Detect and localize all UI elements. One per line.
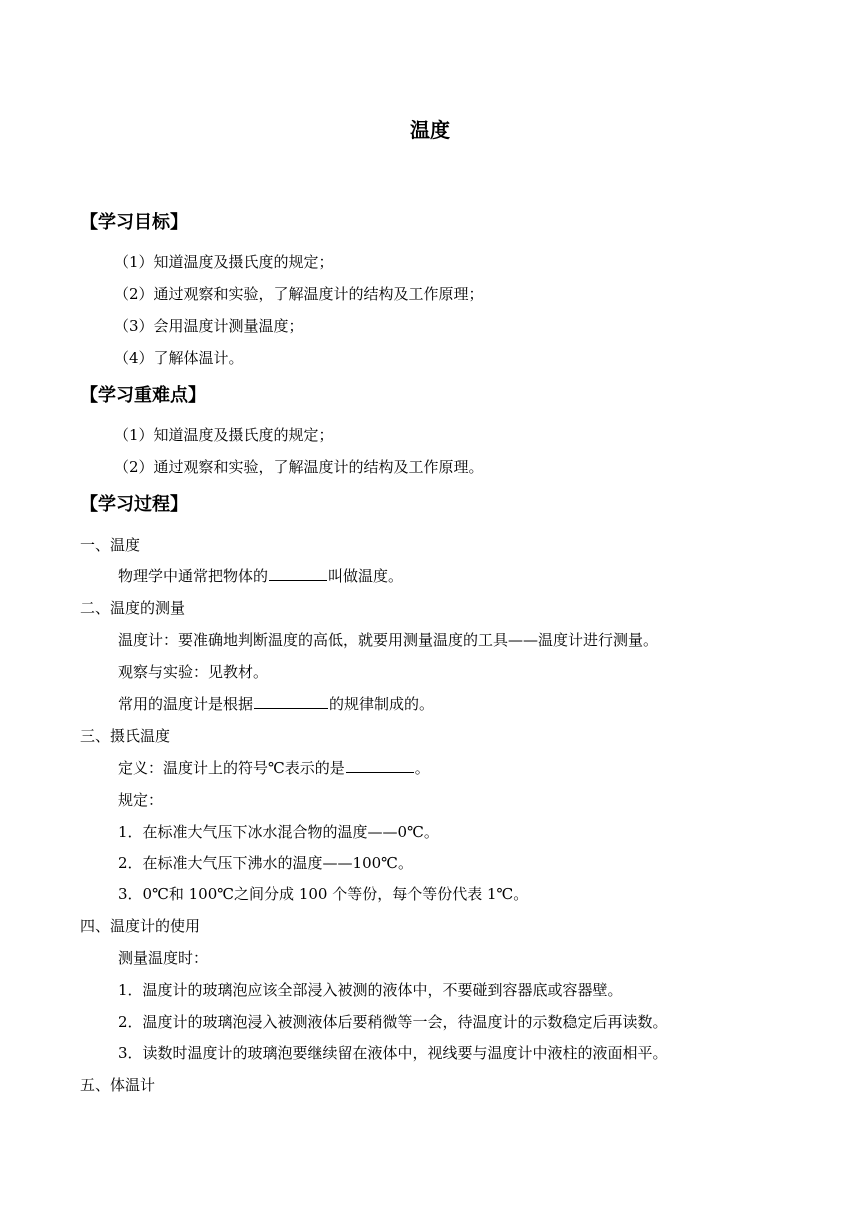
objectives-heading: 【学习目标】 — [80, 212, 188, 233]
paragraph: 温度计：要准确地判断温度的高低，就要用测量温度的工具——温度计进行测量。 — [118, 631, 659, 649]
answer-blank — [254, 694, 328, 709]
line-text: 的规律制成的。 — [329, 695, 435, 713]
rule-item: 3．0℃和 100℃之间分成 100 个等份，每个等份代表 1℃。 — [118, 885, 529, 903]
section-title: 二、温度的测量 — [80, 599, 186, 617]
line-text: 叫做温度。 — [328, 567, 404, 585]
key-point-item: （2）通过观察和实验，了解温度计的结构及工作原理。 — [114, 458, 484, 476]
answer-blank — [269, 566, 327, 581]
section-title: 三、摄氏温度 — [80, 727, 171, 745]
fill-in-line — [118, 694, 434, 714]
line-text: 定义：温度计上的符号℃表示的是 — [118, 759, 345, 777]
paragraph: 规定： — [118, 791, 164, 809]
fill-in-line — [118, 758, 430, 778]
section-title: 五、体温计 — [80, 1076, 156, 1094]
paragraph: 观察与实验：见教材。 — [118, 663, 269, 681]
objective-item: （2）通过观察和实验，了解温度计的结构及工作原理； — [114, 285, 484, 303]
step-item: 3．读数时温度计的玻璃泡要继续留在液体中，视线要与温度计中液柱的液面相平。 — [118, 1044, 668, 1062]
answer-blank — [346, 758, 414, 773]
key-points-heading: 【学习重难点】 — [80, 385, 206, 406]
objective-item: （3）会用温度计测量温度； — [114, 317, 304, 335]
step-item: 2．温度计的玻璃泡浸入被测液体后要稍微等一会，待温度计的示数稳定后再读数。 — [118, 1013, 668, 1031]
paragraph: 测量温度时： — [118, 949, 209, 967]
page-title: 温度 — [410, 118, 450, 142]
objective-item: （1）知道温度及摄氏度的规定； — [114, 253, 334, 271]
step-item: 1．温度计的玻璃泡应该全部浸入被测的液体中，不要碰到容器底或容器壁。 — [118, 981, 623, 999]
objective-item: （4）了解体温计。 — [114, 349, 244, 367]
key-point-item: （1）知道温度及摄氏度的规定； — [114, 426, 334, 444]
line-text: 物理学中通常把物体的 — [118, 567, 269, 585]
fill-in-line — [118, 566, 403, 586]
line-text: 。 — [414, 759, 430, 777]
line-text: 常用的温度计是根据 — [118, 695, 254, 713]
rule-item: 2．在标准大气压下沸水的温度——100℃。 — [118, 854, 413, 872]
section-title: 一、温度 — [80, 536, 141, 554]
process-heading: 【学习过程】 — [80, 494, 188, 515]
rule-item: 1．在标准大气压下冰水混合物的温度——0℃。 — [118, 823, 439, 841]
section-title: 四、温度计的使用 — [80, 917, 201, 935]
